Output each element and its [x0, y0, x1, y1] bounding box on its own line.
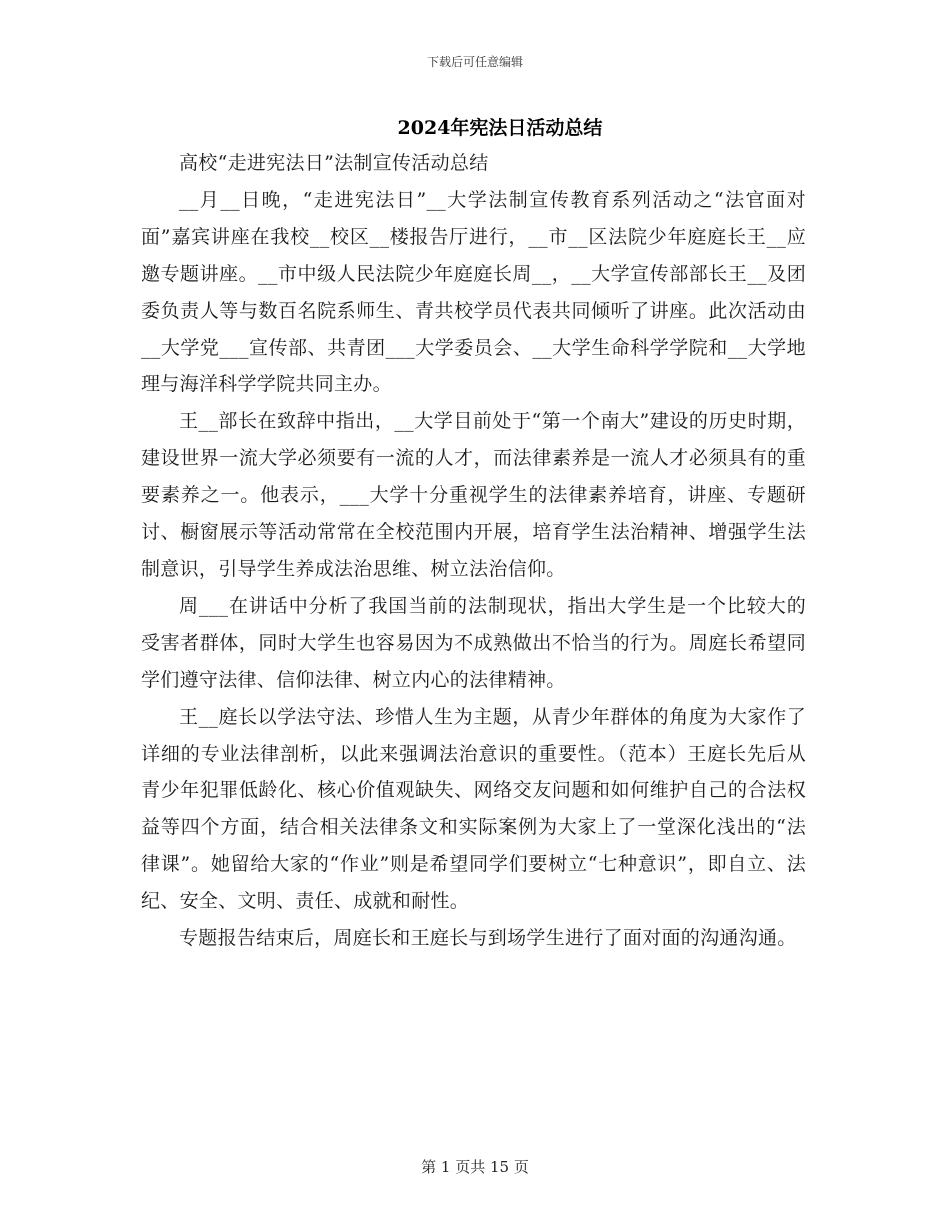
- paragraph: 周___在讲话中分析了我国当前的法制现状，指出大学生是一个比较大的受害者群体，同时大学生也容易因为不成熟做出不恰当的行为。周庭长希望同学们遵守法律、信仰法律、树立内心的法律精神。: [141, 594, 806, 691]
- paragraph: 王__部长在致辞中指出，__大学目前处于“第一个南大”建设的历史时期，建设世界一流大学必须要有一流的人才，而法律素养是一流人才必须具有的重要素养之一。他表示，___大学十分重视学生的法律素养培育，讲座、专题研讨、橱窗展示等活动常常在全校范围内开展，培育学生法治精神、增强学生法制意识，引导学生养成法治思维、树立法治信仰。: [141, 410, 806, 580]
- document-body: [141, 145, 806, 957]
- document-title: 2024年宪法日活动总结: [397, 117, 603, 139]
- paragraph: 专题报告结束后，周庭长和王庭长与到场学生进行了面对面的沟通沟通。: [179, 927, 797, 950]
- paragraph: __月__日晚，“走进宪法日”__大学法制宣传教育系列活动之“法官面对面”嘉宾讲座在我校__校区__楼报告厅进行，__市__区法院少年庭庭长王__应邀专题讲座。__市中级人民法院少年庭庭长周__，__大学宣传部部长王__及团委负责人等与数百名院系师生、青共校学员代表共同倾听了讲座。此次活动由__大学党___宣传部、共青团___大学委员会、__大学生命科学学院和__大学地理与海洋科学学院共同主办。: [141, 188, 806, 396]
- paragraph: 王__庭长以学法守法、珍惜人生为主题，从青少年群体的角度为大家作了详细的专业法律剖析，以此来强调法治意识的重要性。（范本）王庭长先后从青少年犯罪低龄化、核心价值观缺失、网络交友问题和如何维护自己的合法权益等四个方面，结合相关法律条文和实际案例为大家上了一堂深化浅出的“法律课”。她留给大家的“作业”则是希望同学们要树立“七种意识”，即自立、法纪、安全、文明、责任、成就和耐性。: [141, 705, 806, 913]
- page-footer: 第 1 页共 15 页: [421, 1158, 529, 1176]
- paragraph-subtitle: 高校“走进宪法日”法制宣传活动总结: [179, 152, 489, 174]
- page-header: 下载后可任意编辑: [426, 55, 523, 69]
